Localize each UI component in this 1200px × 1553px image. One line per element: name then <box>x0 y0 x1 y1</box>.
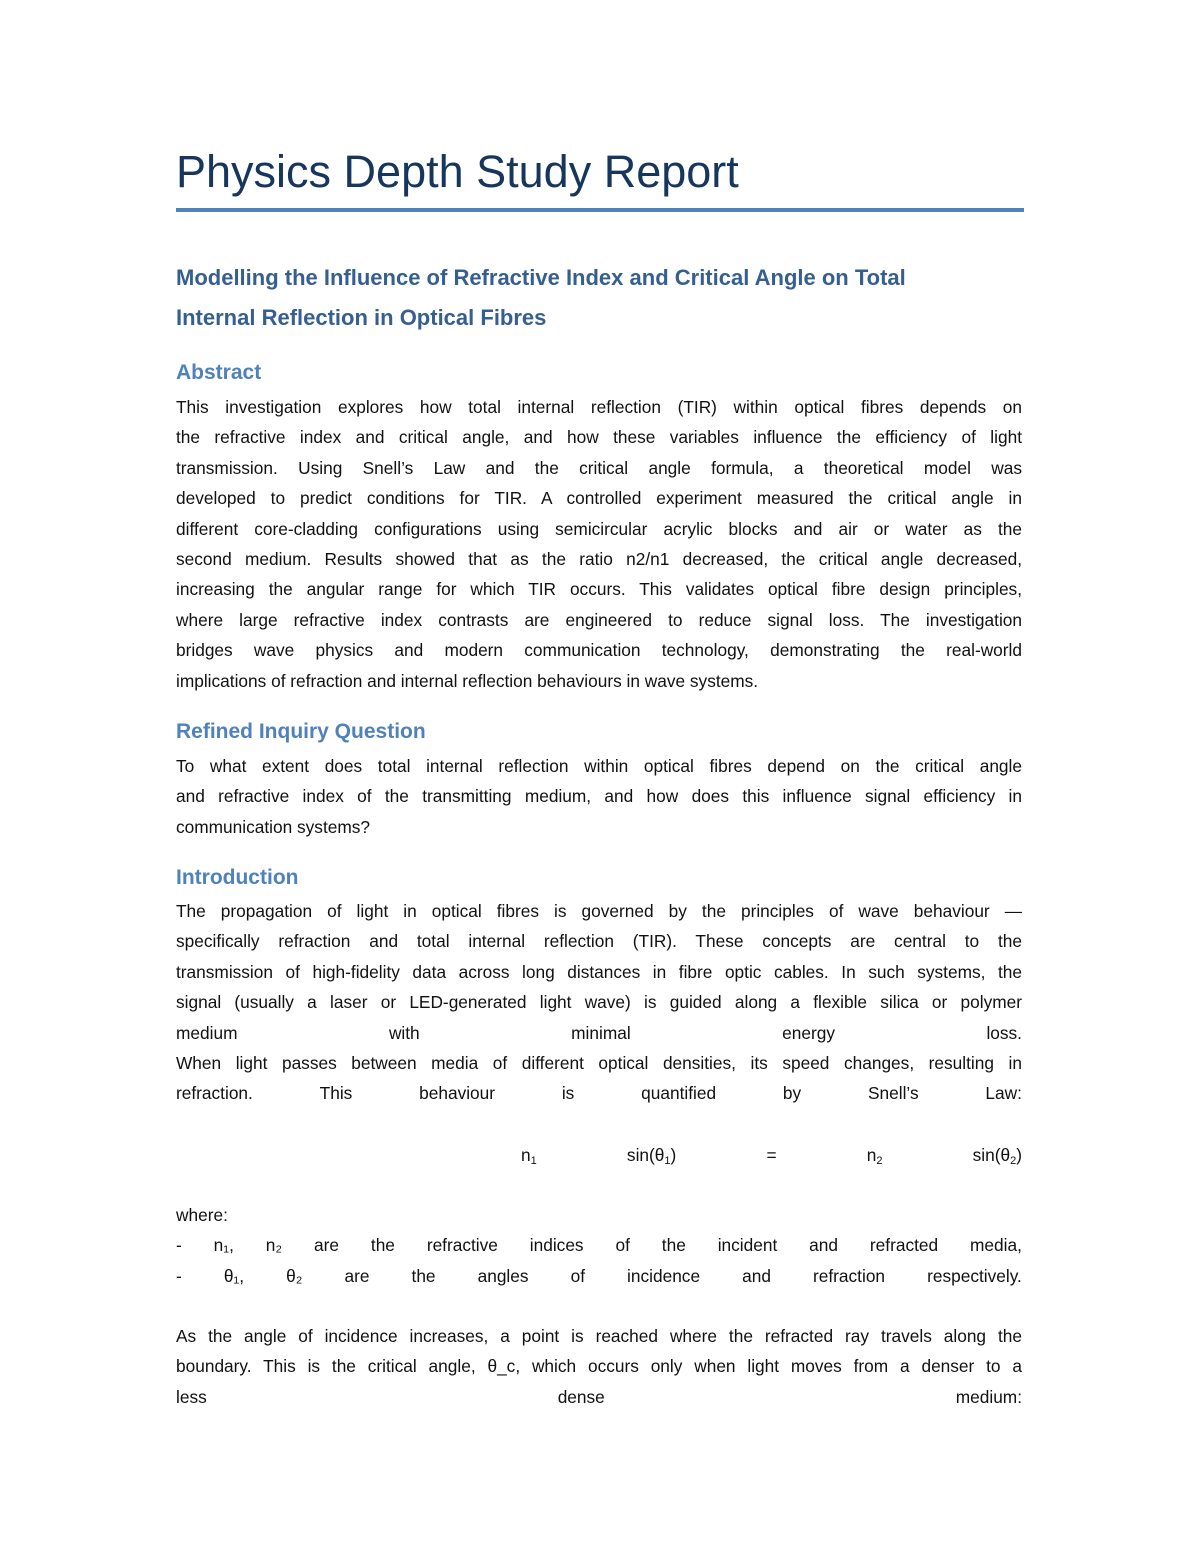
introduction-line: transmission of high-fidelity data across long distances in fibre optic cables. In such systems, the <box>176 961 1022 982</box>
word: the <box>411 1266 436 1286</box>
word: θ₂ <box>286 1266 303 1286</box>
abstract-line: bridges wave physics and modern communication technology, demonstrating the real-world <box>176 640 1022 661</box>
word: and <box>742 1266 771 1286</box>
eq-sin1: $\sin(\theta_1)$ <box>626 1145 677 1167</box>
word: refractive <box>426 1235 498 1255</box>
word: refracted <box>869 1235 939 1255</box>
introduction-paragraph <box>176 896 1022 1018</box>
introduction-line: signal (usually a laser or LED-generated light wave) is guided along a flexible silica or polymer <box>176 992 1022 1013</box>
subtitle-line: Internal Reflection in Optical Fibres <box>176 305 547 330</box>
word: is <box>561 1083 575 1103</box>
less-dense-medium-line <box>176 1382 1022 1412</box>
word: incident <box>717 1235 778 1255</box>
word: energy <box>782 1023 835 1043</box>
inquiry-line: To what extent does total internal reflection within optical fibres depend on the critical angle <box>176 756 1022 776</box>
word: with <box>388 1023 420 1043</box>
abstract-line: increasing the angular range for which TIR occurs. This validates optical fibre design principles, <box>176 579 1022 600</box>
critical-line: boundary. This is the critical angle, θ_c, which occurs only when light moves from a denser to a <box>176 1356 1022 1377</box>
word: loss. <box>986 1023 1022 1043</box>
word: dense <box>557 1387 605 1407</box>
word: refraction <box>813 1266 886 1286</box>
document-title: Physics Depth Study Report <box>176 146 739 197</box>
abstract-line: where large refractive index contrasts are engineered to reduce signal loss. The investigation <box>176 609 1022 630</box>
word: - <box>176 1235 182 1255</box>
introduction-line: specifically refraction and total internal reflection (TIR). These concepts are central to the <box>176 931 1022 952</box>
report-subtitle <box>176 258 1022 338</box>
snells-law-equation <box>521 1140 1022 1176</box>
abstract-heading: Abstract <box>176 361 262 384</box>
critical-line: As the angle of incidence increases, a point is reached where the refracted ray travels along the <box>176 1326 1022 1346</box>
inquiry-heading: Refined Inquiry Question <box>176 720 426 743</box>
abstract-paragraph <box>176 392 1022 696</box>
word: minimal <box>571 1023 631 1043</box>
word: This <box>319 1083 353 1103</box>
abstract-line: the refractive index and critical angle, and how these variables influence the efficiency of light <box>176 427 1022 448</box>
where-label: where: <box>176 1205 228 1225</box>
word: media, <box>970 1235 1022 1255</box>
word: medium <box>176 1023 238 1043</box>
word: n₂ <box>265 1235 283 1255</box>
abstract-line: implications of refraction and internal reflection behaviours in wave systems. <box>176 670 759 691</box>
media-paragraph <box>176 1048 1022 1078</box>
word: less <box>176 1387 207 1407</box>
eq-sin2: $\sin(\theta_2)$ <box>972 1145 1022 1167</box>
media-line: When light passes between media of different optical densities, its speed changes, resulting in <box>176 1053 1022 1073</box>
subtitle-line: Modelling the Influence of Refractive Index and Critical Angle on Total <box>176 265 906 290</box>
refraction-line <box>176 1078 1022 1108</box>
critical-angle-paragraph <box>176 1321 1022 1382</box>
bullet-angles <box>176 1261 1022 1291</box>
abstract-line: developed to predict conditions for TIR. A controlled experiment measured the critical angle in <box>176 488 1022 509</box>
abstract-line: transmission. Using Snell’s Law and the critical angle formula, a theoretical model was <box>176 457 1022 478</box>
eq-n1: $n_1$ <box>521 1145 537 1167</box>
abstract-line: This investigation explores how total internal reflection (TIR) within optical fibres depends on <box>176 397 1022 417</box>
introduction-line: The propagation of light in optical fibres is governed by the principles of wave behaviour — <box>176 901 1022 921</box>
word: the <box>370 1235 395 1255</box>
abstract-line: different core-cladding configurations using semicircular acrylic blocks and air or water as the <box>176 518 1022 539</box>
word: incidence <box>627 1266 701 1286</box>
word: by <box>782 1083 802 1103</box>
word: indices <box>529 1235 584 1255</box>
word: Law: <box>985 1083 1022 1103</box>
word: angles <box>477 1266 529 1286</box>
word: n₁, <box>213 1235 234 1255</box>
word: are <box>344 1266 370 1286</box>
word: the <box>661 1235 686 1255</box>
word: of <box>615 1235 630 1255</box>
title-underline <box>176 208 1024 212</box>
word: behaviour <box>419 1083 496 1103</box>
word: - <box>176 1266 182 1286</box>
eq-n2: $n_2$ <box>866 1145 883 1167</box>
word: are <box>314 1235 339 1255</box>
word: Snell’s <box>867 1083 919 1103</box>
introduction-heading: Introduction <box>176 866 299 889</box>
abstract-line: second medium. Results showed that as the ratio n2/n1 decreased, the critical angle decreased, <box>176 549 1022 570</box>
word: θ₁, <box>223 1266 245 1286</box>
word: respectively. <box>927 1266 1022 1286</box>
medium-line <box>176 1018 1022 1048</box>
word: of <box>570 1266 585 1286</box>
word: and <box>809 1235 839 1255</box>
inquiry-line: and refractive index of the transmitting medium, and how does this influence signal efficiency in <box>176 786 1022 807</box>
bullet-refractive-indices <box>176 1230 1022 1260</box>
word: refraction. <box>176 1083 253 1103</box>
word: quantified <box>641 1083 717 1103</box>
inquiry-paragraph <box>176 751 1022 842</box>
inquiry-line: communication systems? <box>176 816 371 837</box>
word: medium: <box>955 1387 1022 1407</box>
eq-equals: = <box>766 1145 777 1165</box>
